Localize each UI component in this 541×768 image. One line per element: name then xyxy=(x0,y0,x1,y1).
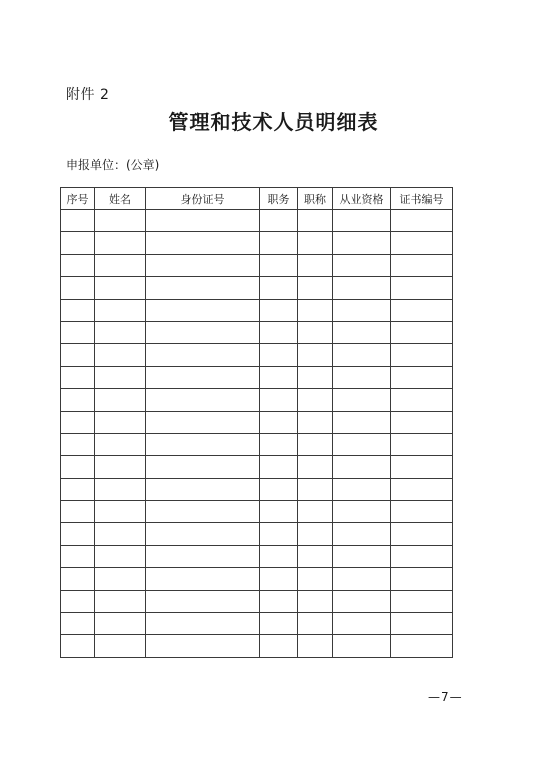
table-cell xyxy=(61,590,95,612)
table-cell xyxy=(61,299,95,321)
table-row xyxy=(61,545,453,567)
table-cell xyxy=(61,568,95,590)
column-header-title: 职称 xyxy=(298,188,333,210)
table-cell xyxy=(61,478,95,500)
table-cell xyxy=(333,389,391,411)
table-cell xyxy=(260,478,298,500)
attachment-label: 附件 2 xyxy=(66,87,110,103)
table-cell xyxy=(260,366,298,388)
table-row xyxy=(61,501,453,523)
table-cell xyxy=(260,433,298,455)
table-row xyxy=(61,590,453,612)
table-cell xyxy=(61,254,95,276)
table-cell xyxy=(333,210,391,232)
table-cell xyxy=(298,523,333,545)
column-header-position: 职务 xyxy=(260,188,298,210)
table-cell xyxy=(95,210,146,232)
table-header-row xyxy=(61,188,453,210)
table-cell xyxy=(260,277,298,299)
table-row xyxy=(61,232,453,254)
table-cell xyxy=(391,635,453,657)
table-cell xyxy=(61,321,95,343)
table-cell xyxy=(333,433,391,455)
table-cell xyxy=(146,590,260,612)
table-cell xyxy=(61,545,95,567)
table-cell xyxy=(298,635,333,657)
table-row xyxy=(61,433,453,455)
table-cell xyxy=(298,321,333,343)
table-cell xyxy=(298,366,333,388)
table-row xyxy=(61,254,453,276)
table-cell xyxy=(95,590,146,612)
table-cell xyxy=(260,613,298,635)
table-row xyxy=(61,210,453,232)
table-cell xyxy=(260,411,298,433)
table-cell xyxy=(61,613,95,635)
table-cell xyxy=(260,321,298,343)
table-cell xyxy=(95,344,146,366)
table-cell xyxy=(95,389,146,411)
table-row xyxy=(61,344,453,366)
table-cell xyxy=(333,568,391,590)
table-cell xyxy=(298,254,333,276)
table-cell xyxy=(61,232,95,254)
table-cell xyxy=(146,635,260,657)
column-header-qualification: 从业资格 xyxy=(333,188,391,210)
table-cell xyxy=(146,568,260,590)
table-cell xyxy=(298,299,333,321)
table-cell xyxy=(95,433,146,455)
table-cell xyxy=(298,568,333,590)
page-number: —7— xyxy=(428,690,463,704)
table-cell xyxy=(95,501,146,523)
table-cell xyxy=(391,501,453,523)
table-cell xyxy=(298,389,333,411)
table-cell xyxy=(391,478,453,500)
table-cell xyxy=(146,321,260,343)
table-row xyxy=(61,299,453,321)
table-cell xyxy=(333,478,391,500)
table-cell xyxy=(146,545,260,567)
applicant-unit-label: 申报单位：(公章) xyxy=(66,158,160,172)
table-cell xyxy=(391,568,453,590)
column-header-certificate-number: 证书编号 xyxy=(391,188,453,210)
table-cell xyxy=(61,523,95,545)
table-cell xyxy=(298,433,333,455)
table-cell xyxy=(298,232,333,254)
table-cell xyxy=(61,411,95,433)
table-cell xyxy=(95,321,146,343)
table-cell xyxy=(146,478,260,500)
table-cell xyxy=(333,411,391,433)
table-cell xyxy=(61,433,95,455)
table-row xyxy=(61,613,453,635)
table-cell xyxy=(260,590,298,612)
table-cell xyxy=(333,523,391,545)
table-cell xyxy=(61,210,95,232)
table-cell xyxy=(146,299,260,321)
table-cell xyxy=(260,299,298,321)
table-cell xyxy=(146,501,260,523)
table-cell xyxy=(146,254,260,276)
table-cell xyxy=(333,456,391,478)
table-cell xyxy=(146,613,260,635)
table-cell xyxy=(61,277,95,299)
table-cell xyxy=(61,389,95,411)
table-cell xyxy=(146,523,260,545)
table-cell xyxy=(298,210,333,232)
table-cell xyxy=(333,344,391,366)
table-cell xyxy=(61,456,95,478)
table-cell xyxy=(391,545,453,567)
table-cell xyxy=(146,366,260,388)
table-row xyxy=(61,635,453,657)
table-row xyxy=(61,389,453,411)
table-cell xyxy=(333,635,391,657)
table-cell xyxy=(391,277,453,299)
table-row xyxy=(61,321,453,343)
table-cell xyxy=(298,478,333,500)
table-cell xyxy=(61,366,95,388)
table-row xyxy=(61,523,453,545)
table-cell xyxy=(333,232,391,254)
table-cell xyxy=(391,210,453,232)
table-cell xyxy=(95,523,146,545)
table-cell xyxy=(95,411,146,433)
table-cell xyxy=(391,232,453,254)
table-cell xyxy=(146,433,260,455)
table-cell xyxy=(333,277,391,299)
table-cell xyxy=(391,433,453,455)
table-cell xyxy=(95,545,146,567)
table-cell xyxy=(146,210,260,232)
table-cell xyxy=(333,321,391,343)
table-cell xyxy=(260,635,298,657)
table-cell xyxy=(333,590,391,612)
column-header-name: 姓名 xyxy=(95,188,146,210)
table-cell xyxy=(95,456,146,478)
table-cell xyxy=(260,456,298,478)
table-body xyxy=(61,210,453,658)
table-row xyxy=(61,366,453,388)
table-cell xyxy=(61,501,95,523)
table-cell xyxy=(333,366,391,388)
table-row xyxy=(61,277,453,299)
table-cell xyxy=(333,545,391,567)
table-cell xyxy=(298,613,333,635)
table-row xyxy=(61,456,453,478)
table-cell xyxy=(260,210,298,232)
table-cell xyxy=(391,456,453,478)
table-cell xyxy=(260,344,298,366)
table-cell xyxy=(391,411,453,433)
table-row xyxy=(61,478,453,500)
table-cell xyxy=(95,613,146,635)
table-cell xyxy=(260,568,298,590)
column-header-id-number: 身份证号 xyxy=(146,188,260,210)
table-cell xyxy=(391,590,453,612)
table-cell xyxy=(298,545,333,567)
table-cell xyxy=(298,344,333,366)
table-cell xyxy=(333,254,391,276)
table-cell xyxy=(146,232,260,254)
table-row xyxy=(61,568,453,590)
table-cell xyxy=(298,277,333,299)
table-cell xyxy=(298,456,333,478)
table-cell xyxy=(260,545,298,567)
table-cell xyxy=(95,478,146,500)
table-cell xyxy=(95,299,146,321)
table-cell xyxy=(260,389,298,411)
column-header-serial: 序号 xyxy=(61,188,95,210)
document-title: 管理和技术人员明细表 xyxy=(168,110,379,134)
table-cell xyxy=(61,635,95,657)
table-cell xyxy=(298,590,333,612)
table-cell xyxy=(391,254,453,276)
table-cell xyxy=(333,501,391,523)
table-cell xyxy=(391,389,453,411)
table-cell xyxy=(391,321,453,343)
table-cell xyxy=(146,456,260,478)
table-cell xyxy=(95,232,146,254)
table-cell xyxy=(95,366,146,388)
table-cell xyxy=(333,613,391,635)
table-cell xyxy=(260,254,298,276)
table-cell xyxy=(146,277,260,299)
table-cell xyxy=(391,366,453,388)
table-cell xyxy=(146,389,260,411)
personnel-detail-table xyxy=(60,187,453,658)
table-cell xyxy=(391,523,453,545)
table-cell xyxy=(260,232,298,254)
table-cell xyxy=(298,411,333,433)
table-cell xyxy=(333,299,391,321)
table-cell xyxy=(391,613,453,635)
table-row xyxy=(61,411,453,433)
table-cell xyxy=(260,523,298,545)
table-cell xyxy=(95,635,146,657)
table-cell xyxy=(95,254,146,276)
table-cell xyxy=(260,501,298,523)
table-cell xyxy=(95,568,146,590)
table-cell xyxy=(146,411,260,433)
table-cell xyxy=(61,344,95,366)
table-cell xyxy=(146,344,260,366)
table-cell xyxy=(298,501,333,523)
table-cell xyxy=(95,277,146,299)
table-cell xyxy=(391,344,453,366)
table-cell xyxy=(391,299,453,321)
